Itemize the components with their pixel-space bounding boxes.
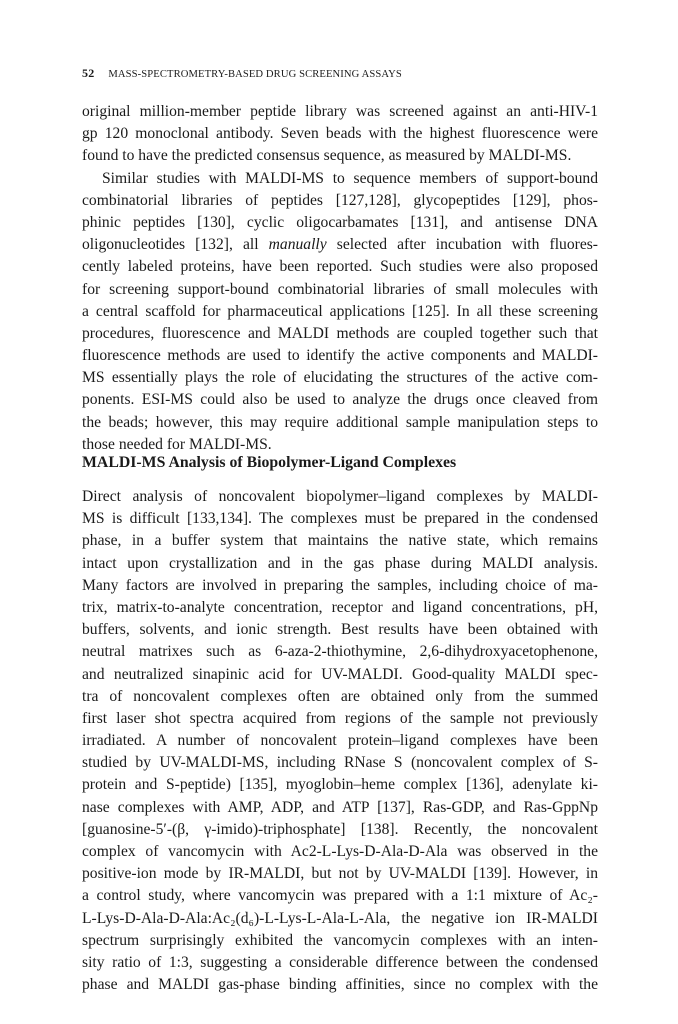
text-line: Direct analysis of noncovalent biopolymer–ligand complexes by MALDI- [82, 488, 598, 505]
text-line: sity ratio of 1:3, suggesting a considerable difference between the condensed [82, 953, 598, 971]
text-line: for screening support-bound combinatorial libraries of small molecules with [82, 280, 598, 298]
text-line: procedures, fluorescence and MALDI methods are coupled together such that [82, 324, 598, 342]
section-heading: MALDI-MS Analysis of Biopolymer-Ligand Complexes [82, 454, 457, 471]
text-line: phase, in a buffer system that maintains the native state, which remains [82, 532, 598, 550]
text-line: first laser shot spectra acquired from regions of the sample not previously [82, 709, 598, 727]
text-line: irradiated. A number of noncovalent protein–ligand complexes have been [82, 732, 598, 750]
text-line: the beads; however, this may require additional sample manipulation steps to [82, 413, 598, 431]
text-line: complex of vancomycin with Ac2-L-Lys-D-Ala-D-Ala was observed in the [82, 843, 598, 860]
text-line: positive-ion mode by IR-MALDI, but not by UV-MALDI [139]. However, in [82, 865, 598, 883]
text-line: those needed for MALDI-MS. [82, 435, 272, 453]
text-line: MS is difficult [133,134]. The complexes must be prepared in the condensed [82, 510, 598, 528]
text-block-bottom [82, 486, 598, 996]
emphasis-text: manually [268, 236, 327, 254]
running-header-title: MASS-SPECTROMETRY-BASED DRUG SCREENING ASSAYS [108, 69, 402, 80]
text-line: Many factors are involved in preparing the samples, including choice of ma- [82, 576, 598, 594]
text-line: [guanosine-5′-(β, γ-imido)-triphosphate] [138]. Recently, the noncovalent [82, 820, 598, 838]
running-header [82, 66, 598, 81]
text-line: neutral matrixes such as 6-aza-2-thiothymine, 2,6-dihydroxyacetophenone, [82, 643, 598, 661]
text-line: MS essentially plays the role of elucidating the structures of the active com- [82, 369, 598, 387]
text-line: a control study, where vancomycin was prepared with a 1:1 mixture of Ac₂- [82, 887, 598, 905]
text-line: cently labeled proteins, have been reported. Such studies were also proposed [82, 258, 598, 276]
text-line: and neutralized sinapinic acid for UV-MALDI. Good-quality MALDI spec- [82, 665, 598, 683]
text-fragment: selected after incubation with fluores- [326, 236, 599, 254]
text-block-top [82, 101, 598, 456]
text-fragment: oligonucleotides [132], all [82, 236, 269, 254]
text-line: gp 120 monoclonal antibody. Seven beads with the highest fluorescence were [82, 125, 598, 143]
text-line: a central scaffold for pharmaceutical applications [125]. In all these screening [82, 302, 598, 320]
text-line: L-Lys-D-Ala-D-Ala:Ac₂(d₆)-L-Lys-L-Ala-L-Ala, the negative ion IR-MALDI [82, 909, 598, 927]
text-line: buffers, solvents, and ionic strength. Best results have been obtained with [82, 621, 598, 639]
text-line: fluorescence methods are used to identify the active components and MALDI- [82, 347, 598, 365]
text-line: ponents. ESI-MS could also be used to analyze the drugs once cleaved from [82, 391, 598, 409]
text-line: intact upon crystallization and in the gas phase during MALDI analysis. [82, 554, 598, 572]
text-line: Similar studies with MALDI-MS to sequence members of support-bound [102, 169, 598, 187]
text-line: trix, matrix-to-analyte concentration, receptor and ligand concentrations, pH, [82, 598, 598, 616]
text-line: combinatorial libraries of peptides [127,128], glycopeptides [129], phos- [82, 191, 598, 209]
text-line [82, 234, 598, 256]
text-line: spectrum surprisingly exhibited the vancomycin complexes with an inten- [82, 931, 598, 949]
text-line: found to have the predicted consensus sequence, as measured by MALDI-MS. [82, 147, 572, 165]
text-line: tra of noncovalent complexes often are obtained only from the summed [82, 687, 598, 705]
text-line: original million-member peptide library was screened against an anti-HIV-1 [82, 103, 598, 120]
text-line: phinic peptides [130], cyclic oligocarbamates [131], and antisense DNA [82, 213, 598, 231]
text-line: nase complexes with AMP, ADP, and ATP [137], Ras-GDP, and Ras-GppNp [82, 798, 598, 816]
text-line: studied by UV-MALDI-MS, including RNase S (noncovalent complex of S- [82, 754, 598, 772]
page-number: 52 [82, 66, 95, 80]
text-line: phase and MALDI gas-phase binding affinities, since no complex with the [82, 976, 598, 994]
text-line: protein and S-peptide) [135], myoglobin–heme complex [136], adenylate ki- [82, 776, 598, 794]
